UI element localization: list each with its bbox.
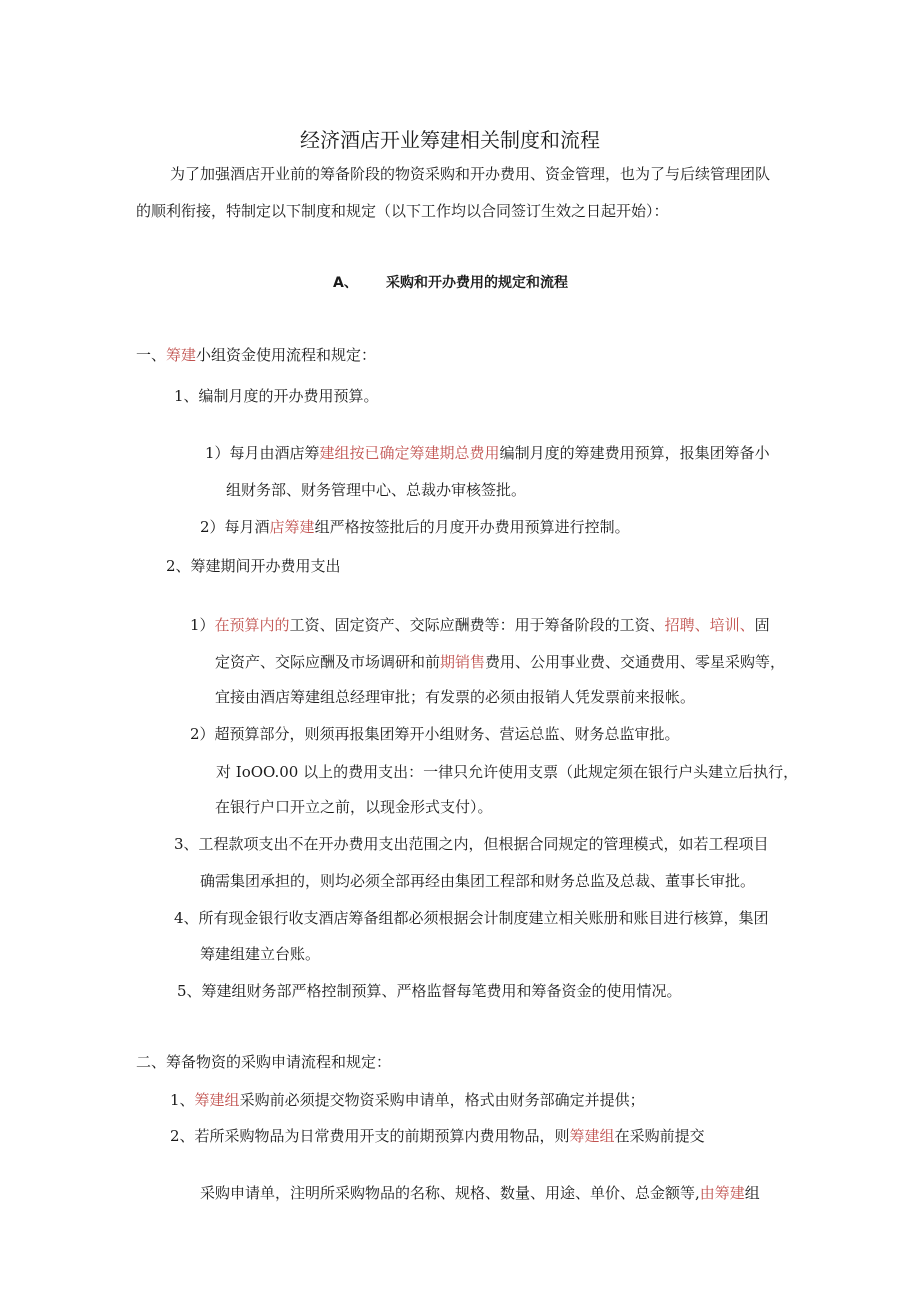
item-3: 3、工程款项支出不在开办费用支出范围之内，但根据合同规定的管理模式，如若工程项目 (174, 835, 769, 853)
item-1: 1、编制月度的开办费用预算。 (174, 387, 379, 405)
document-title: 经济酒店开业筹建相关制度和流程 (300, 128, 600, 152)
item-2-1-cont-2: 宜接由酒店筹建组总经理审批；有发票的必须由报销人凭发票前来报帐。 (215, 688, 696, 706)
part2-item-2: 2、若所采购物品为日常费用开支的前期预算内费用物品，则筹建组在采购前提交 (170, 1127, 705, 1145)
part2-item-1: 1、筹建组采购前必须提交物资采购申请单，格式由财务部确定并提供； (170, 1091, 645, 1109)
item-1-1-cont: 组财务部、财务管理中心、总裁办审核签批。 (226, 481, 527, 499)
section-a-marker: A、 (333, 275, 358, 291)
part2-item-2-cont: 采购申请单，注明所采购物品的名称、规格、数量、用途、单价、总金额等,由筹建组 (200, 1184, 760, 1202)
item-2-2-cont-2: 在银行户口开立之前，以现金形式支付）。 (215, 798, 493, 816)
item-2-2: 2）超预算部分，则须再报集团筹开小组财务、营运总监、财务总监审批。 (190, 725, 680, 743)
intro-line-1: 为了加强酒店开业前的筹备阶段的物资采购和开办费用、资金管理，也为了与后续管理团队 (170, 165, 771, 183)
section-a-heading: 采购和开办费用的规定和流程 (386, 275, 568, 291)
item-1-2: 2）每月酒店筹建组严格按签批后的月度开办费用预算进行控制。 (200, 518, 630, 536)
item-2-2-cont-1: 对 IoOO.00 以上的费用支出：一律只允许使用支票（此规定须在银行户头建立后执行， (216, 763, 799, 781)
intro-line-2: 的顺利衔接，特制定以下制度和规定（以下工作均以合同签订生效之日起开始）： (136, 202, 669, 220)
item-1-1: 1）每月由酒店筹建组按已确定筹建期总费用编制月度的筹建费用预算，报集团筹备小 (205, 444, 770, 462)
item-2: 2、筹建期间开办费用支出 (166, 557, 341, 575)
item-3-cont: 确需集团承担的，则均必须全部再经由集团工程部和财务总监及总裁、董事长审批。 (200, 872, 756, 890)
part1-heading: 一、筹建小组资金使用流程和规定： (136, 346, 377, 364)
item-5: 5、筹建组财务部严格控制预算、严格监督每笔费用和筹备资金的使用情况。 (177, 982, 682, 1000)
item-4: 4、所有现金银行收支酒店筹备组都必须根据会计制度建立相关账册和账目进行核算，集团 (174, 909, 769, 927)
item-2-1-cont-1: 定资产、交际应酬及市场调研和前期销售费用、公用事业费、交通费用、零星采购等， (215, 653, 786, 671)
item-4-cont: 筹建组建立台账。 (200, 945, 321, 963)
part2-heading: 二、筹备物资的采购申请流程和规定： (136, 1053, 392, 1071)
item-2-1: 1）在预算内的工资、固定资产、交际应酬费等：用于筹备阶段的工资、招聘、培训、固 (190, 616, 770, 634)
